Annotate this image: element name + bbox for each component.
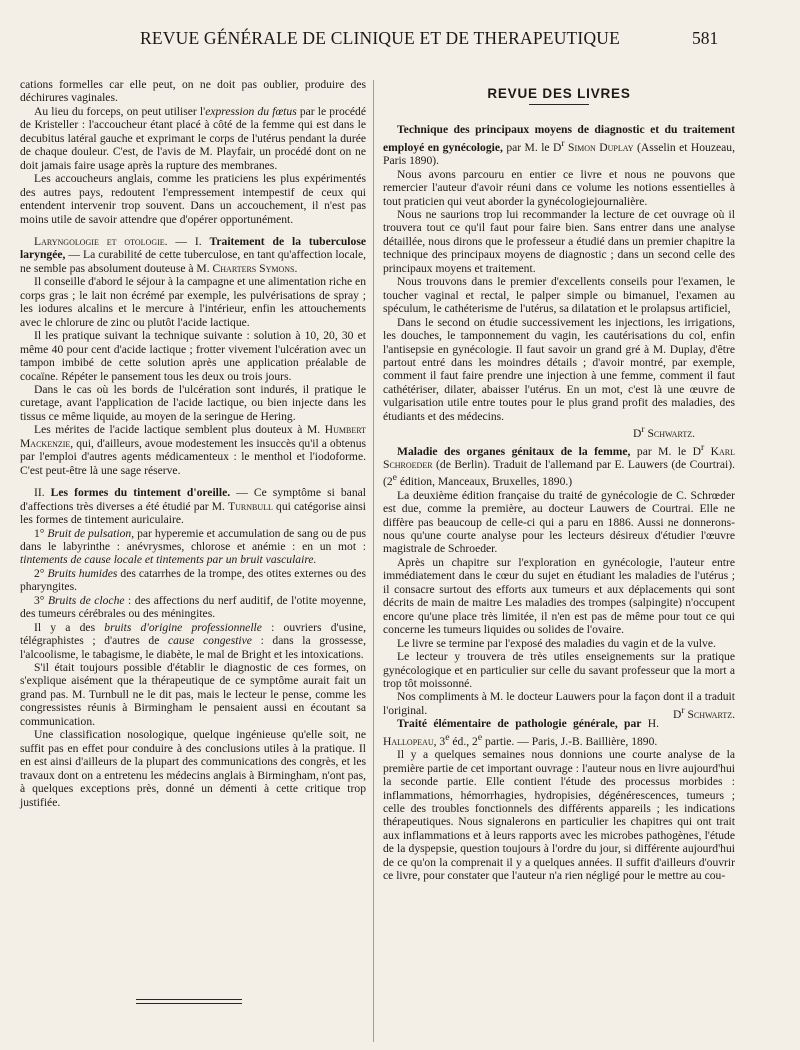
superscript: e bbox=[477, 731, 483, 743]
paragraph: Il y a quelques semaines nous donnions une courte analyse de la première partie de cet important ouvrage : l'auteur nous en livre aujourd'hui la seconde partie. Elle contient l'étude des processus morbides : inflammations, hémorrhagies, hydropisies, dégénérescences, tumeurs ; celle des troubles fonctionnels des différents appareils ; les indications thérapeutiques. Nous signalerons en particulier les chapitres qui ont trait aux inflammations et à leurs rapports avec les microbes pathogènes, l'étude de la dyspepsie, question toujours à l'ordre du jour, si différente aujourd'hui de ce qu'on la comprenait il y a quelques années. Il suffit d'ailleurs d'ouvrir ce livre, pour constater que l'auteur n'a rien négligé pour le mettre au cou- bbox=[383, 748, 735, 883]
text-run: : ouvriers d'usine, télégraphistes ; d'autres de bbox=[20, 620, 366, 648]
paragraph: cations formelles car elle peut, on ne doit pas oublier, produire des déchirures vaginales. bbox=[20, 78, 366, 105]
text-run: par hyperemie et accumulation de sang ou de pus dans le labyrinthe : anévrysmes, chlorose et anémie : en un mot : bbox=[20, 526, 366, 553]
text-run: par M. le D bbox=[502, 140, 562, 154]
text-run: Nos compliments à M. le docteur Lauwers pour la façon dont il a traduit l'original. bbox=[383, 690, 735, 717]
paragraph: Nous trouvons dans le premier d'excellents conseils pour l'examen, le toucher vaginal et rectal, le palper simple ou bimanuel, l'examen au spéculum, le cathéterisme de l'utérus, sa dilatation et le prolapsus artificiel, bbox=[383, 275, 735, 316]
running-head bbox=[0, 28, 800, 52]
book-entry-title bbox=[383, 717, 735, 748]
book-title: Technique des principaux moyens de diagnostic et du traitement employé en gynécologie, bbox=[383, 123, 735, 154]
paragraph bbox=[20, 594, 366, 621]
reviewer-name: Schwartz. bbox=[644, 427, 695, 441]
paragraph: La deuxième édition française du traité de gynécologie de C. Schrœder est due, comme la première, au docteur Lauwers de Courtrai. Elle ne diffère pas beaucoup de celle-ci qui a paru en 1886. Aussi ne donnerons-nous qu'une courte analyse pour les lecteurs désireux d'étudier l'œuvre magistrale de Schroeder. bbox=[383, 488, 735, 556]
text-run: Les mérites de l'acide lactique semblent plus douteux à M. bbox=[34, 423, 325, 437]
text-run: Au lieu du forceps, on peut utiliser l' bbox=[34, 104, 206, 118]
paragraph bbox=[20, 423, 366, 477]
author-name: Simon Duplay bbox=[564, 140, 634, 154]
text-run: qui, d'ailleurs, avoue modestement les insuccès qu'il a obtenus par l'emploi d'autres agents médicamenteux : le menthol et l'iodoforme. C'est peut-être là une sage réserve. bbox=[20, 436, 366, 477]
text-run: II. bbox=[34, 486, 51, 500]
author-name: Karl Schroeder bbox=[383, 444, 735, 471]
italic-term: expression du fœtus bbox=[205, 104, 297, 118]
paragraph: S'il était toujours possible d'établir le diagnostic de ces formes, on s'explique aisément que la thérapeutique de ce symptôme aurait fait un grand pas. M. Turnbull ne le dit pas, mais le lecteur le pense, comme les congressistes réunis à Birmingham le pensaient aussi en écoutant sa communication. bbox=[20, 661, 366, 728]
heading-rule bbox=[529, 104, 589, 105]
superscript: r bbox=[561, 137, 565, 149]
author-name: Turnbull bbox=[228, 499, 273, 513]
text-run: (Asselin et Houzeau, Paris 1890). bbox=[383, 140, 735, 168]
paragraph: Le lecteur y trouvera de très utiles enseignements sur la pratique gynécologique et en particulier sur celle du savant professeur que la mort a trop tôt moissonné. bbox=[383, 650, 735, 691]
signature bbox=[383, 423, 735, 440]
paragraph bbox=[20, 105, 366, 172]
text-run: des catarrhes de la trompe, des otites externes ou des pharyngites. bbox=[20, 566, 366, 594]
paragraph: Il les pratique suivant la technique suivante : solution à 10, 20, 30 et même 40 pour cent d'acide lactique ; frotter vivement l'ulcération avec un tampon imbibé de cette solution après une application préalable de cocaïne. Répéter le pansement tous les deux ou trois jours. bbox=[20, 329, 366, 383]
text-run: édition, Manceaux, Bruxelles, 1890.) bbox=[396, 475, 573, 489]
paragraph: Après un chapitre sur l'exploration en gynécologie, l'auteur entre immédiatement dans le cœur du sujet en étudiant les maladies de l'utérus ; il consacre surtout des efforts aux tumeurs et aux déplacements qui sont décrits de main de maitre Les maladies des trompes (salpingite) n'occupent encore qu'une place très limitée, il n'en est pas de même pour tout ce qui concerne les tumeurs liquides ou solides de l'ovaire. bbox=[383, 555, 735, 637]
text-run: — Ce symptôme si banal d'affections très diverses a été étudié par M. bbox=[20, 486, 366, 513]
text-run: 3 bbox=[436, 734, 446, 748]
text-run: qui catégorise ainsi les formes de tintement auriculaire. bbox=[20, 499, 366, 527]
text-run: éd., 2 bbox=[449, 734, 478, 748]
subsection-title: Les formes du tintement d'oreille. bbox=[50, 486, 231, 500]
italic-term: Bruits de cloche bbox=[47, 593, 125, 607]
text-run: : des affections du nerf auditif, de l'otite moyenne, des tumeurs cérébrales ou des méningites. bbox=[20, 593, 366, 621]
text-run: partie. — Paris, J.-B. Baillière, 1890. bbox=[482, 734, 658, 748]
author-name: Hallopeau, bbox=[383, 734, 437, 748]
end-rule bbox=[136, 999, 242, 1004]
book-title: Traité élémentaire de pathologie générale, par bbox=[397, 717, 642, 731]
paragraph: Une classification nosologique, quelque ingénieuse qu'elle soit, ne suffit pas en effet pour conduire à des conclusions utiles à la pratique. Il en est ainsi d'ailleurs de la plupart des communications des congrès, et les travaux dont on a entretenu les médecins anglais à Birmingham, n'ont pas, à quelques exceptions près, donné un démenti à cette critique trop justifiée. bbox=[20, 728, 366, 809]
signature bbox=[659, 704, 735, 721]
text-run: D bbox=[632, 427, 642, 441]
text-run: Il y a des bbox=[34, 620, 105, 634]
paragraph bbox=[20, 621, 366, 661]
left-column bbox=[20, 78, 366, 809]
italic-term: Bruit de pulsation, bbox=[47, 526, 135, 540]
paragraph: Dans le cas où les bords de l'ulcération sont indurés, il pratique le curetage, avant l'application de l'acide lactique, ou bien injecte dans les tissus ce même liquide, au moyen de la seringue de Hering. bbox=[20, 382, 366, 423]
text-run: H. bbox=[641, 717, 659, 731]
text-run: 2° bbox=[34, 566, 48, 580]
text-run: 3° bbox=[34, 593, 48, 607]
paragraph: Nous avons parcouru en entier ce livre et nous ne pouvons que remercier l'auteur d'avoir réuni dans ce volume les notions essentielles à tout praticien qui veut aborder la gynécologiejournalière. bbox=[383, 167, 735, 208]
text-run: — I. bbox=[167, 234, 210, 248]
paragraph bbox=[20, 567, 366, 594]
text-run: par le procédé de Kristeller : l'accoucheur étant placé à côté de la femme qui est dans le decubitus latéral gauche et exprimant le corps de l'utérus pendant la durée de chaque douleur. C'est, de l'avis de M. Playfair, un procédé dont on ne doit jamais faire usage après la rupture des membranes. bbox=[20, 104, 366, 172]
paragraph-laryngologie bbox=[20, 235, 366, 275]
paragraph: Nous ne saurions trop lui recommander la lecture de cet ouvrage où il trouvera tout ce qu'il faut pour faire bien. Sans entrer dans une analyse détaillée, nous dirons que le professeur a étudié dans un premier chapitre la technique des principaux moyens de diagnostic ; dans un second celle des principaux moyens et traitement. bbox=[383, 208, 735, 275]
text-run: — La curabilité de cette tuberculose, en tant qu'affection locale, ne semble pas absolument douteuse à M. bbox=[20, 248, 366, 275]
right-column bbox=[383, 78, 735, 883]
superscript: e bbox=[445, 731, 450, 743]
section-heading: REVUE DES LIVRES bbox=[487, 86, 631, 101]
paragraph: Les accoucheurs anglais, comme les praticiens les plus expérimentés des autres pays, redoutent l'empressement intempestif de ceux qui entendent intervenir trop souvent. Dans un accouchement, il n'est pas moins utile de savoir attendre que d'opérer opportunément. bbox=[20, 172, 366, 226]
paragraph bbox=[20, 527, 366, 567]
italic-term: bruits d'origine professionnelle bbox=[104, 620, 262, 634]
book-title: Maladie des organes génitaux de la femme, bbox=[397, 444, 631, 458]
superscript: r bbox=[681, 704, 685, 716]
book-entry-title bbox=[383, 123, 735, 167]
superscript: r bbox=[641, 424, 645, 436]
paragraph: Il conseille d'abord le séjour à la campagne et une alimentation riche en corps gras ; le lait non écrémé par exemple, les pulvérisations de spray ; les iodures alcalins et le mercure à l'intérieur, enfin les attouchements avec le chlorure de zinc ou plutôt l'acide lactique. bbox=[20, 275, 366, 329]
italic-term: cause congestive bbox=[167, 634, 252, 648]
author-name: Charters Symons. bbox=[212, 261, 298, 275]
superscript: r bbox=[700, 441, 705, 453]
page-number: 581 bbox=[692, 28, 719, 48]
section-label: Laryngologie et otologie. bbox=[34, 234, 168, 248]
reviewer-name: Schwartz. bbox=[684, 707, 735, 721]
text-run: 1° bbox=[34, 526, 48, 540]
text-run: par M. le D bbox=[630, 444, 701, 458]
subsection-title: Traitement de la tuberculose laryngée, bbox=[20, 234, 366, 262]
column-divider bbox=[373, 80, 374, 1042]
text-run: D bbox=[672, 707, 682, 721]
book-entry-title bbox=[383, 441, 735, 489]
paragraph-tintement bbox=[20, 486, 366, 526]
paragraph bbox=[383, 690, 735, 721]
text-run: (de Berlin). Traduit de l'allemand par E. Lauwers (de Courtrai). (2 bbox=[383, 457, 735, 489]
italic-term: Bruits humides bbox=[47, 566, 118, 580]
running-title: REVUE GÉNÉRALE DE CLINIQUE ET DE THERAPEUTIQUE bbox=[140, 28, 621, 48]
paragraph: Le livre se termine par l'exposé des maladies du vagin et de la vulve. bbox=[397, 636, 716, 650]
italic-term: tintements de cause locale et tintements par un bruit vasculaire. bbox=[20, 553, 317, 567]
paragraph: Dans le second on étudie successivement les injections, les irrigations, les douches, le tamponnement du vagin, les cautérisations du col, enfin l'antisepsie en gynécologie. Il faut savoir un grand gré à M. Duplay, d'être partout entré dans les moindres détails ; d'avoir montré, par exemple, comment il faut faire prendre une injection à une femme, comment il faut cathétériser, dilater, abaisser l'utérus. En un mot, c'est là une œuvre de vulgarisation utile entre toutes pour le plus grand profit des maladies, des étudiants et des médecins. bbox=[383, 315, 735, 423]
superscript: e bbox=[392, 472, 397, 484]
text-run: : dans la grossesse, l'alcoolisme, le tabagisme, le diabète, le mal de Bright et les intoxications. bbox=[20, 634, 366, 661]
author-name: Humbert Mackenzie, bbox=[20, 423, 366, 450]
